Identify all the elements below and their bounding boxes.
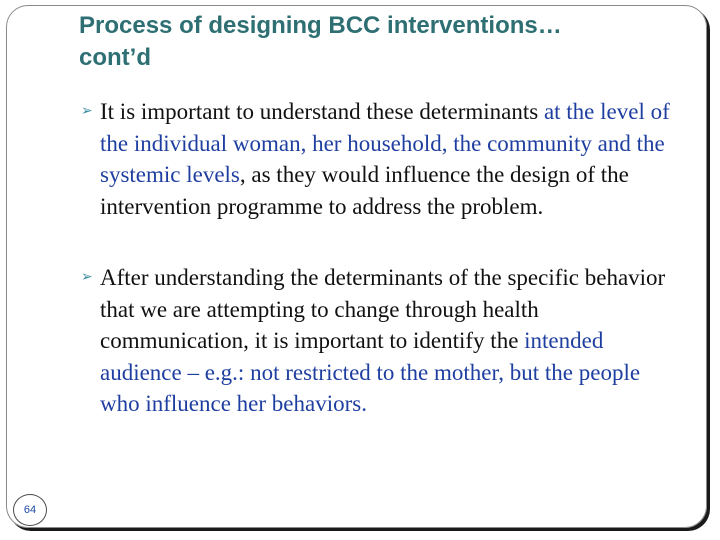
bullet-1-text: It is important to understand these determinants <box>100 99 544 124</box>
bullet-2-text: After understanding the determinants of the specific behavior that we are attempting to change through health communication, it is important to identify the <box>100 265 666 353</box>
bullet-list <box>79 96 679 420</box>
arrow-bullet-icon: ➢ <box>81 269 93 285</box>
bullet-1-text-end: , as they would influence the design of the intervention programme to address the problem. <box>100 162 629 219</box>
slide-title <box>79 10 679 74</box>
title-line-1: Process of designing BCC interventions… <box>79 12 562 39</box>
bullet-1-highlight: at the level of the individual woman, her household, the community and the systemic levels <box>100 99 670 187</box>
bullet-item-determinants <box>79 96 679 222</box>
arrow-bullet-icon: ➢ <box>81 103 93 119</box>
bullet-item-audience <box>79 262 679 420</box>
page-number-badge: 64 <box>13 494 47 526</box>
bullet-2-highlight: intended audience – e.g.: not restricted to the mother, but the people who influence her behaviors. <box>100 328 641 416</box>
title-line-2: cont’d <box>79 44 151 71</box>
